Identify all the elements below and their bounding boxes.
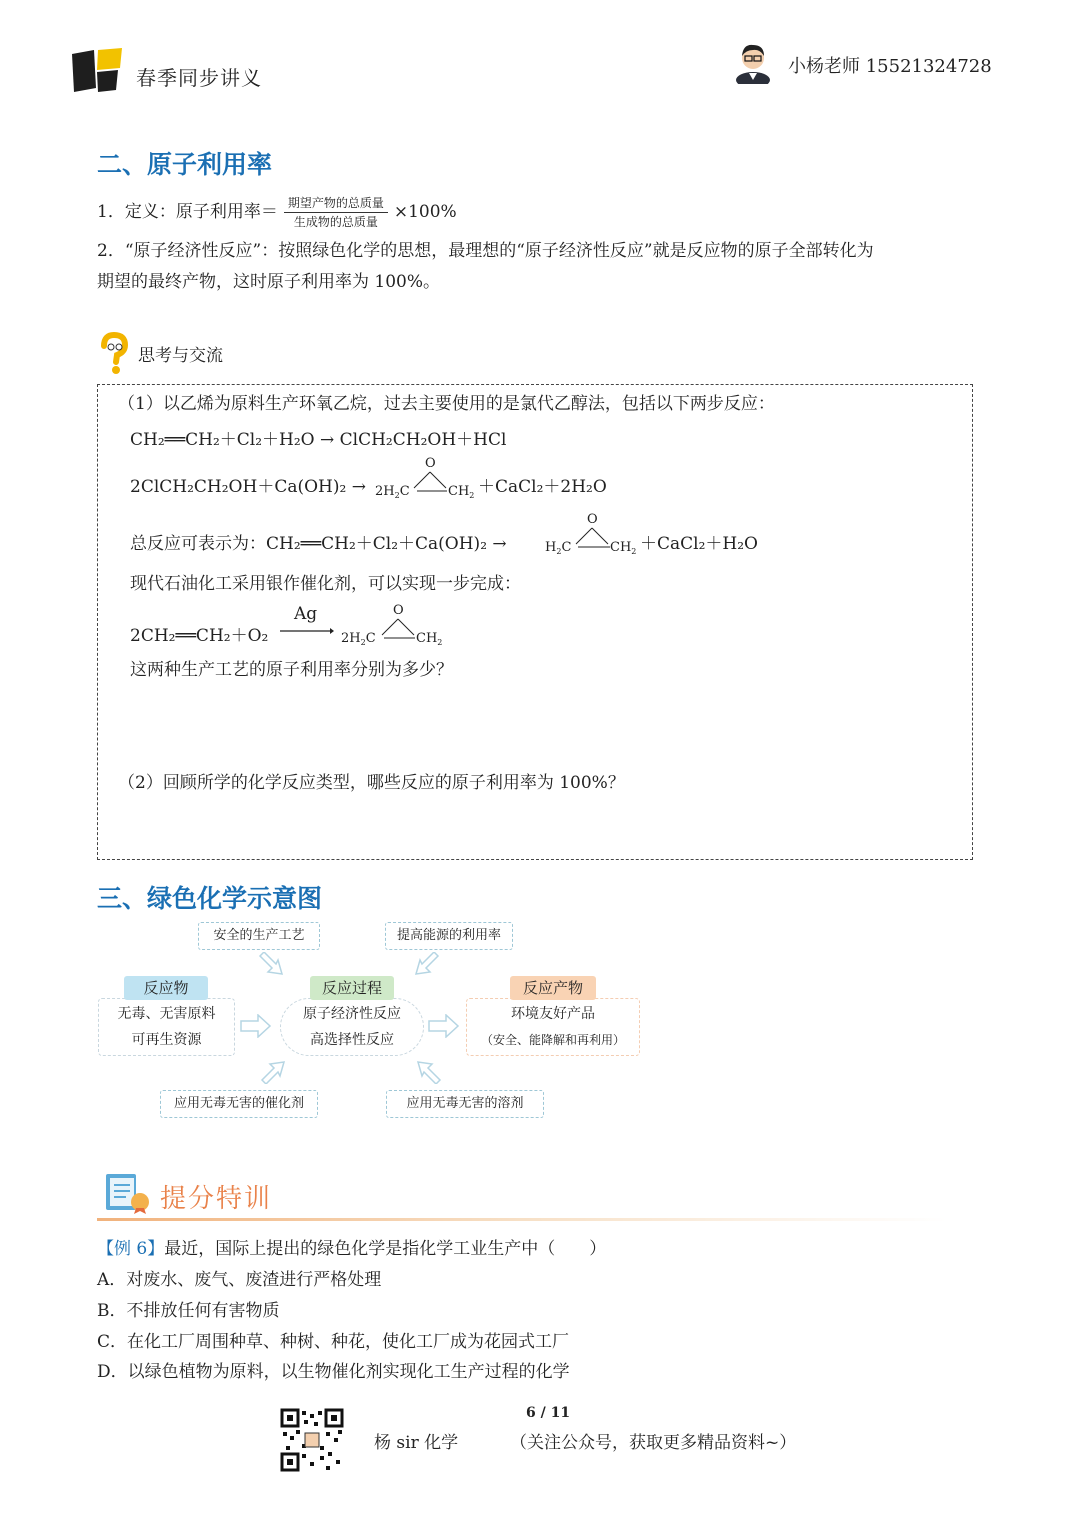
epoxide-oxygen: O — [425, 456, 436, 471]
exercise-book-icon — [104, 1168, 154, 1214]
footer-brand: 杨 sir 化学 — [374, 1433, 459, 1453]
definition-line — [97, 194, 457, 231]
option-c: C．在化工厂周围种草、种树、种花，使化工厂成为花园式工厂 — [97, 1332, 570, 1352]
epoxide-structure-3 — [340, 605, 444, 653]
process-box — [280, 998, 424, 1056]
page-number: 6 / 11 — [526, 1405, 571, 1421]
catalyst-label: Ag — [294, 604, 318, 624]
product-line-2: （安全、能降解和再利用） — [480, 1033, 625, 1047]
epoxide-left-group: $H_2C$ — [545, 540, 572, 556]
atom-economy-line-2: 期望的最终产物，这时原子利用率为 100%。 — [97, 272, 441, 292]
example-6-stem — [97, 1234, 606, 1264]
epoxide-right-group: $CH_2$ — [448, 484, 475, 500]
equation-4-left: 2CH₂══CH₂＋O₂ — [130, 626, 269, 646]
option-a: A．对废水、废气、废渣进行严格处理 — [97, 1270, 382, 1290]
atom-economy-line-1: 2．“原子经济性反应”：按照绿色化学的思想，最理想的“原子经济性反应”就是反应物的原子全部转化为 — [97, 241, 874, 261]
think-title: 思考与交流 — [138, 346, 223, 366]
example-tag: 【例 6】 — [97, 1239, 165, 1259]
equation-1: CH₂══CH₂＋Cl₂＋H₂O → ClCH₂CH₂OH＋HCl — [130, 430, 507, 450]
fraction-numerator: 期望产物的总质量 — [284, 194, 388, 213]
process-header: 反应过程 — [310, 976, 394, 1000]
equation-2-right: ＋CaCl₂＋2H₂O — [478, 477, 607, 497]
catalyst-arrow — [280, 604, 334, 638]
question-mark-icon — [98, 332, 130, 376]
reactant-header: 反应物 — [124, 976, 208, 1000]
definition-prefix: 1．定义：原子利用率＝ — [97, 202, 278, 222]
modern-process-text: 现代石油化工采用银作催化剂，可以实现一步完成： — [130, 574, 521, 594]
example-text: 最近，国际上提出的绿色化学是指化学工业生产中（ ） — [164, 1239, 607, 1259]
product-box — [466, 998, 640, 1056]
equation-3-left: 总反应可表示为：CH₂══CH₂＋Cl₂＋Ca(OH)₂ → — [130, 534, 507, 554]
epoxide-oxygen: O — [587, 512, 598, 527]
option-d: D．以绿色植物为原料，以生物催化剂实现化工生产过程的化学 — [97, 1362, 570, 1382]
tag-safe-solvent: 应用无毒无害的溶剂 — [386, 1090, 544, 1118]
fraction-denominator: 生成物的总质量 — [293, 215, 378, 229]
tag-safe-catalyst: 应用无毒无害的催化剂 — [160, 1090, 318, 1118]
think-q1: （1）以乙烯为原料生产环氧乙烷，过去主要使用的是氯代乙醇法，包括以下两步反应： — [118, 394, 775, 414]
arrow-up-left-icon — [416, 1060, 442, 1088]
arrow-down-left-icon — [414, 952, 440, 980]
epoxide-right-group: $CH_2$ — [610, 540, 637, 556]
epoxide-oxygen: O — [393, 603, 404, 618]
reactant-line-1: 无毒、无害原料 — [117, 1006, 216, 1022]
product-header: 反应产物 — [510, 976, 596, 1000]
section-heading-atom-utilization: 二、原子利用率 — [97, 150, 273, 179]
training-title: 提分特训 — [160, 1184, 273, 1214]
header-title: 春季同步讲义 — [136, 66, 262, 90]
arrow-down-right-icon — [258, 952, 284, 980]
process-line-1: 原子经济性反应 — [303, 1006, 401, 1022]
definition-suffix: ×100% — [393, 202, 457, 222]
epoxide-structure-1 — [374, 458, 478, 506]
fraction — [284, 194, 388, 231]
epoxide-structure-2 — [544, 514, 644, 562]
think-q2: （2）回顾所学的化学反应类型，哪些反应的原子利用率为 100%？ — [118, 773, 625, 793]
arrow-right-icon — [428, 1014, 460, 1042]
arrow-up-right-icon — [260, 1060, 286, 1088]
teacher-contact: 小杨老师 15521324728 — [788, 56, 992, 77]
training-divider — [97, 1218, 947, 1221]
teacher-avatar — [734, 40, 772, 84]
equation-2-left: 2ClCH₂CH₂OH＋Ca(OH)₂ → — [130, 477, 366, 497]
tag-safe-process: 安全的生产工艺 — [198, 922, 320, 950]
qr-code — [280, 1408, 344, 1472]
epoxide-right-group: $CH_2$ — [416, 631, 443, 647]
equation-3-right: ＋CaCl₂＋H₂O — [640, 534, 758, 554]
process-line-2: 高选择性反应 — [310, 1032, 394, 1048]
tag-energy-efficiency: 提高能源的利用率 — [385, 922, 513, 950]
product-line-1: 环境友好产品 — [511, 1006, 595, 1022]
logo — [70, 46, 126, 94]
reactant-line-2: 可再生资源 — [131, 1032, 202, 1048]
section-heading-green-chemistry: 三、绿色化学示意图 — [97, 884, 323, 913]
think-question: 这两种生产工艺的原子利用率分别为多少？ — [130, 660, 453, 680]
reactant-box — [98, 998, 235, 1056]
epoxide-left-group: $2H_2C$ — [375, 484, 410, 500]
footer-note: （关注公众号，获取更多精品资料~） — [510, 1433, 797, 1453]
epoxide-left-group: $2H_2C$ — [341, 631, 376, 647]
arrow-right-icon — [240, 1014, 272, 1042]
option-b: B．不排放任何有害物质 — [97, 1301, 280, 1321]
